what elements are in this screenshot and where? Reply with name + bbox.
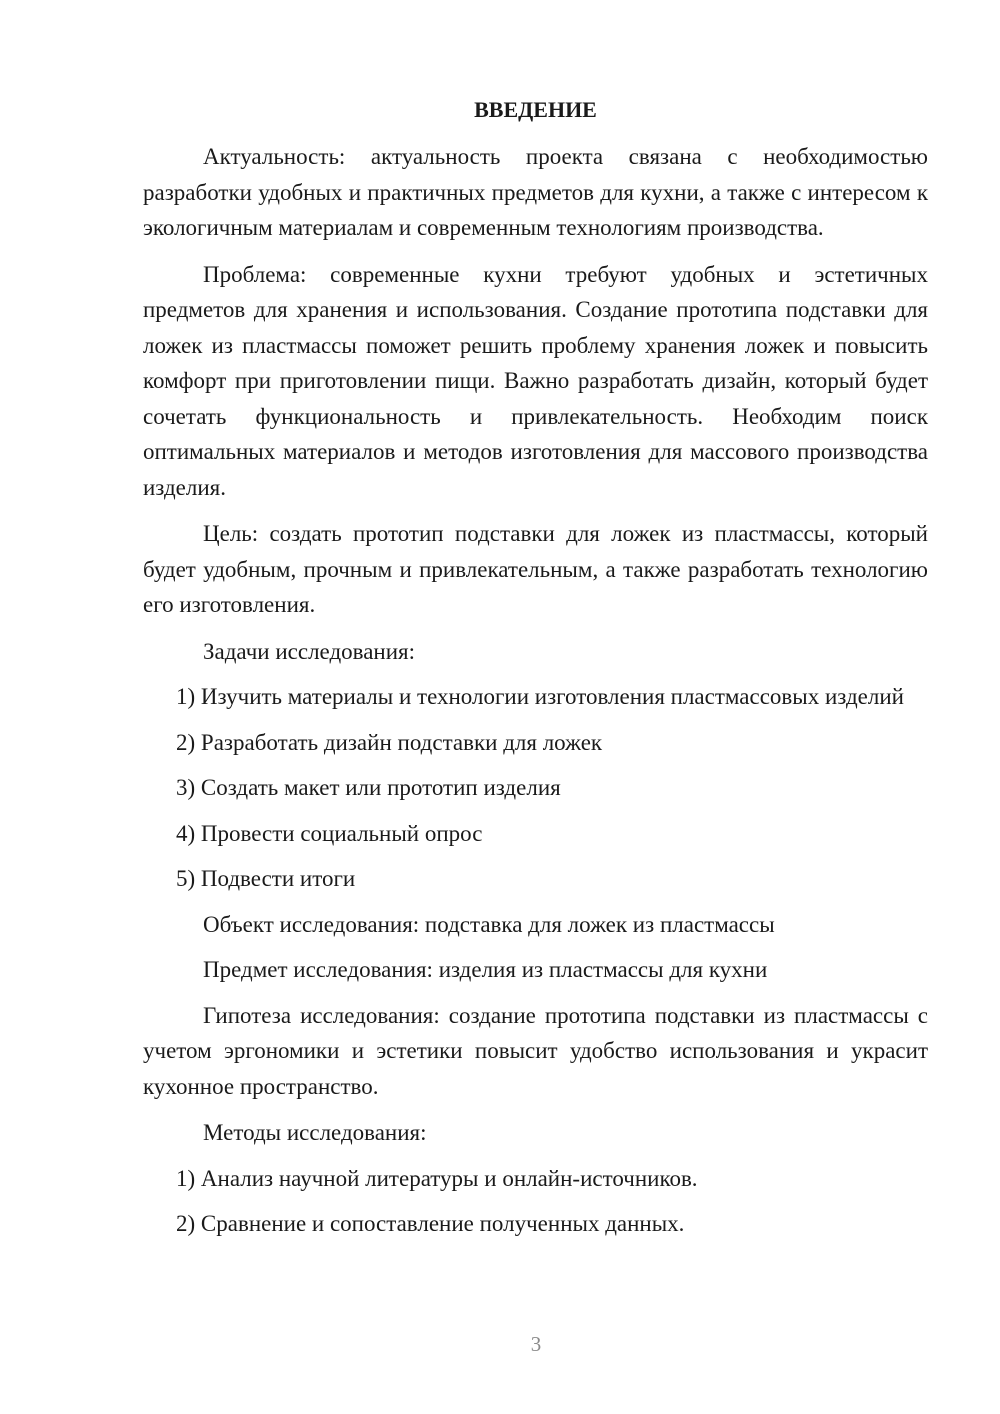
method-item: 1) Анализ научной литературы и онлайн-источников.	[176, 1165, 698, 1191]
problem-paragraph: Проблема: современные кухни требуют удобных и эстетичных предметов для хранения и использования. Создание прототипа подставки для ложек из пластмассы поможет решить проблему хранения ложек и повысить комфорт при приготовлении пищи. Важно разработать дизайн, который будет сочетать функциональность и привлекательность. Необходим поиск оптимальных материалов и методов изготовления для массового производства изделия.	[143, 261, 928, 500]
document-body	[143, 92, 928, 1252]
hypothesis-paragraph: Гипотеза исследования: создание прототипа подставки из пластмассы с учетом эргономики и эстетики повысит удобство использования и украсит кухонное пространство.	[143, 1002, 928, 1099]
section-title: ВВЕДЕНИЕ	[474, 97, 597, 122]
page-number: 3	[530, 1332, 542, 1356]
tasks-heading: Задачи исследования:	[203, 638, 416, 664]
goal-paragraph: Цель: создать прототип подставки для ложек из пластмассы, который будет удобным, прочным и привлекательным, а также разработать технологию его изготовления.	[143, 521, 928, 617]
method-item: 2) Сравнение и сопоставление полученных данных.	[176, 1211, 685, 1236]
task-item: 4) Провести социальный опрос	[176, 820, 483, 846]
methods-heading: Методы исследования:	[203, 1120, 427, 1145]
task-item: 1) Изучить материалы и технологии изготовления пластмассовых изделий	[176, 684, 904, 709]
task-item: 5) Подвести итоги	[176, 866, 356, 891]
subject-line: Предмет исследования: изделия из пластмассы для кухни	[203, 957, 768, 982]
task-item: 2) Разработать дизайн подставки для ложек	[176, 729, 603, 755]
relevance-paragraph: Актуальность: актуальность проекта связана с необходимостью разработки удобных и практичных предметов для кухни, а также с интересом к экологичным материалам и современным технологиям производства.	[143, 144, 928, 240]
object-line: Объект исследования: подставка для ложек из пластмассы	[203, 911, 775, 937]
task-item: 3) Создать макет или прототип изделия	[176, 775, 561, 800]
